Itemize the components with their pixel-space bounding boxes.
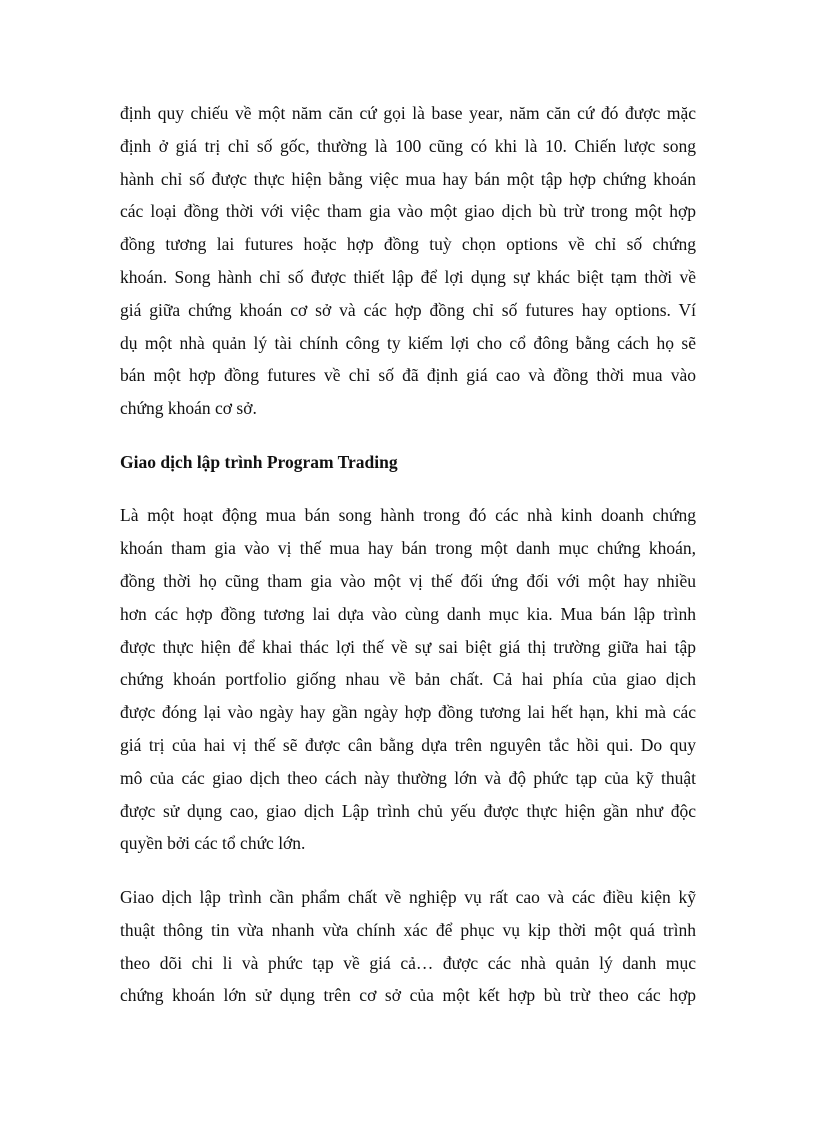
text-line: hơn các hợp đồng tương lai dựa vào cùng danh mục kia. Mua bán lập trình [120, 603, 696, 624]
text-line: được thực hiện để khai thác lợi thế về sự sai biệt giá thị trường giữa hai tập [120, 636, 696, 657]
text-line: giá giữa chứng khoán cơ sở và các hợp đồng chỉ số futures hay options. Ví [120, 299, 696, 320]
text-line: được sử dụng cao, giao dịch Lập trình chủ yếu được thực hiện gần như độc [120, 800, 696, 821]
text-line: bán một hợp đồng futures về chỉ số đã định giá cao và đồng thời mua vào [120, 365, 696, 386]
paragraph-index-arbitrage [120, 97, 696, 425]
section-heading: Giao dịch lập trình Program Trading [120, 451, 398, 472]
text-line: định quy chiếu về một năm căn cứ gọi là base year, năm căn cứ đó được mặc [120, 103, 696, 123]
document-body [120, 97, 696, 1033]
text-line: theo dõi chi li và phức tạp về giá cả… được các nhà quản lý danh mục [120, 952, 696, 973]
text-line: Là một hoạt động mua bán song hành trong đó các nhà kinh doanh chứng [120, 505, 696, 526]
text-line: được đóng lại vào ngày hay gần ngày hợp đồng tương lai hết hạn, khi mà các [120, 702, 696, 723]
text-line: chứng khoán cơ sở. [120, 398, 257, 419]
text-line: giá trị của hai vị thế sẽ được cân bằng dựa trên nguyên tắc hồi qui. Do quy [120, 734, 696, 755]
text-line: hành chỉ số được thực hiện bằng việc mua hay bán một tập hợp chứng khoán [120, 168, 696, 189]
text-line: thuật thông tin vừa nhanh vừa chính xác để phục vụ kịp thời một quá trình [120, 919, 696, 940]
text-line: chứng khoán portfolio giống nhau về bản chất. Cả hai phía của giao dịch [120, 669, 696, 690]
text-line: các loại đồng thời với việc tham gia vào một giao dịch bù trừ trong một hợp [120, 201, 696, 222]
text-line: quyền bởi các tổ chức lớn. [120, 833, 306, 854]
text-line: khoán. Song hành chỉ số được thiết lập để lợi dụng sự khác biệt tạm thời về [120, 266, 696, 287]
text-line: Giao dịch lập trình cần phẩm chất về nghiệp vụ rất cao và các điều kiện kỹ [120, 886, 696, 907]
text-line: khoán tham gia vào vị thế mua hay bán trong một danh mục chứng khoán, [120, 538, 696, 559]
text-line: mô của các giao dịch theo cách này thường lớn và độ phức tạp của kỹ thuật [120, 767, 696, 788]
text-line: chứng khoán lớn sử dụng trên cơ sở của một kết hợp bù trừ theo các hợp [120, 985, 696, 1006]
paragraph-program-trading-requirements [120, 881, 696, 1012]
text-line: định ở giá trị chỉ số gốc, thường là 100 cũng có khi là 10. Chiến lược song [120, 135, 696, 156]
text-line: dụ một nhà quản lý tài chính công ty kiếm lợi cho cổ đông bằng cách họ sẽ [120, 332, 696, 353]
paragraph-program-trading [120, 499, 696, 860]
text-line: đồng thời họ cũng tham gia vào một vị thế đối ứng đối với một hay nhiều [120, 570, 696, 591]
text-line: đồng tương lai futures hoặc hợp đồng tuỳ chọn options về chỉ số chứng [120, 234, 696, 255]
